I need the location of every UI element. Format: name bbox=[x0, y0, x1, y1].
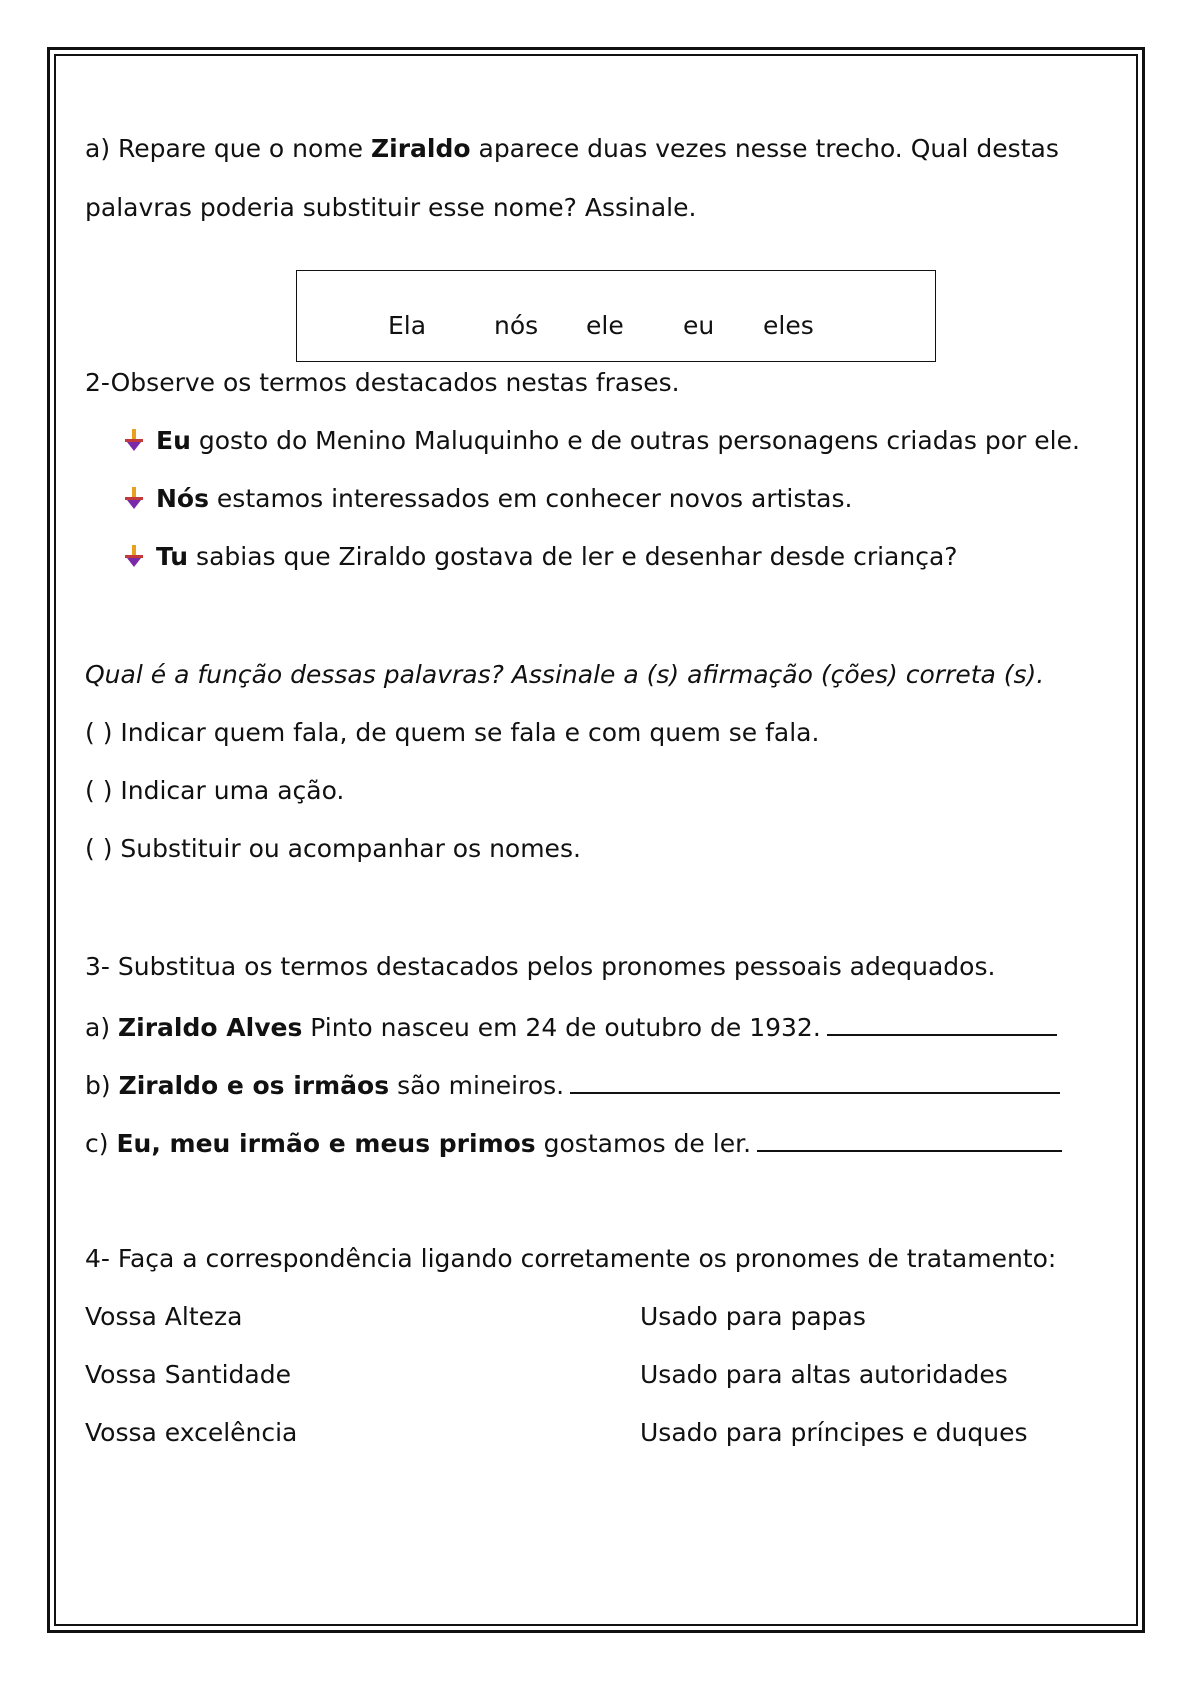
q2-choice[interactable]: ( ) Indicar uma ação. bbox=[85, 776, 345, 805]
answer-blank[interactable] bbox=[757, 1128, 1062, 1152]
option-word[interactable]: ele bbox=[586, 311, 624, 340]
q2-bold-pronoun: Nós bbox=[156, 484, 209, 513]
option-word[interactable]: Ela bbox=[388, 311, 427, 340]
q2-choice[interactable]: ( ) Substituir ou acompanhar os nomes. bbox=[85, 834, 581, 863]
answer-blank[interactable] bbox=[827, 1012, 1057, 1036]
arrow-down-icon bbox=[122, 544, 146, 568]
option-word[interactable]: eu bbox=[683, 311, 715, 340]
q3-item-text: gostamos de ler. bbox=[535, 1129, 752, 1158]
q1a-line1 bbox=[85, 136, 1059, 161]
q2-title: 2-Observe os termos destacados nestas frases. bbox=[85, 368, 680, 397]
q3-item bbox=[85, 1012, 1057, 1040]
q2-choice[interactable]: ( ) Indicar quem fala, de quem se fala e com quem se fala. bbox=[85, 718, 820, 747]
q4-right-item[interactable]: Usado para altas autoridades bbox=[640, 1360, 1008, 1389]
q1a-text-post: aparece duas vezes nesse trecho. Qual destas bbox=[470, 134, 1059, 163]
q3-bold-term: Eu, meu irmão e meus primos bbox=[116, 1129, 536, 1158]
q3-item-label: c) bbox=[85, 1129, 117, 1158]
q2-sentence bbox=[122, 544, 958, 569]
q4-right-item[interactable]: Usado para príncipes e duques bbox=[640, 1418, 1028, 1447]
q2-sentence-text: sabias que Ziraldo gostava de ler e desenhar desde criança? bbox=[188, 542, 958, 571]
answer-blank[interactable] bbox=[570, 1070, 1060, 1094]
q4-left-item[interactable]: Vossa excelência bbox=[85, 1418, 298, 1447]
q3-bold-term: Ziraldo Alves bbox=[118, 1013, 303, 1042]
q1a-line2: palavras poderia substituir esse nome? Assinale. bbox=[85, 193, 697, 222]
arrow-down-icon bbox=[122, 486, 146, 510]
q2-sentence-text: estamos interessados em conhecer novos artistas. bbox=[208, 484, 853, 513]
q2-sentence bbox=[122, 428, 1080, 453]
option-word[interactable]: eles bbox=[763, 311, 814, 340]
q3-item bbox=[85, 1070, 1060, 1098]
q4-left-item[interactable]: Vossa Alteza bbox=[85, 1302, 243, 1331]
q3-item-label: a) bbox=[85, 1013, 119, 1042]
q2-question: Qual é a função dessas palavras? Assinale a (s) afirmação (ções) correta (s). bbox=[85, 660, 1045, 689]
q2-bold-pronoun: Eu bbox=[156, 426, 191, 455]
option-word[interactable]: nós bbox=[494, 311, 539, 340]
q1a-bold-name: Ziraldo bbox=[371, 134, 471, 163]
q3-item-label: b) bbox=[85, 1071, 119, 1100]
q4-right-item[interactable]: Usado para papas bbox=[640, 1302, 866, 1331]
arrow-down-icon bbox=[122, 428, 146, 452]
q2-bold-pronoun: Tu bbox=[156, 542, 189, 571]
q3-title: 3- Substitua os termos destacados pelos pronomes pessoais adequados. bbox=[85, 952, 996, 981]
q3-item-text: Pinto nasceu em 24 de outubro de 1932. bbox=[302, 1013, 821, 1042]
q3-bold-term: Ziraldo e os irmãos bbox=[118, 1071, 390, 1100]
q3-item bbox=[85, 1128, 1062, 1156]
q4-left-item[interactable]: Vossa Santidade bbox=[85, 1360, 291, 1389]
q1a-text-pre: a) Repare que o nome bbox=[85, 134, 371, 163]
q4-title: 4- Faça a correspondência ligando corretamente os pronomes de tratamento: bbox=[85, 1244, 1057, 1273]
q2-sentence bbox=[122, 486, 852, 511]
q3-item-text: são mineiros. bbox=[389, 1071, 565, 1100]
q2-sentence-text: gosto do Menino Maluquinho e de outras personagens criadas por ele. bbox=[190, 426, 1080, 455]
